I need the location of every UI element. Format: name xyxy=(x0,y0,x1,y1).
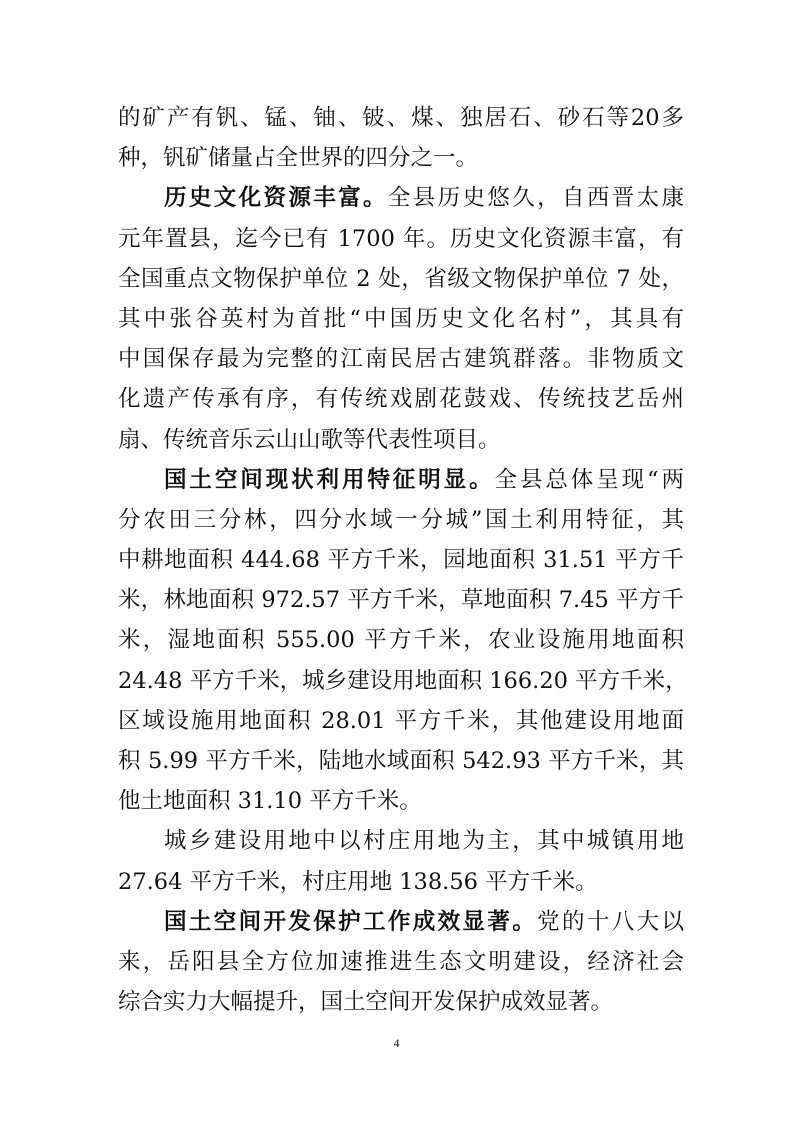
text-line xyxy=(118,701,684,741)
line-text: 全国重点文物保护单位 2 处，省级文物保护单位 7 处， xyxy=(118,265,684,292)
paragraph xyxy=(118,178,684,459)
line-text: 种，钒矿储量占全世界的四分之一。 xyxy=(118,145,479,172)
line-text: 化遗产传承有序，有传统戏剧花鼓戏、传统技艺岳州 xyxy=(118,386,684,413)
text-line xyxy=(118,902,684,942)
text-line xyxy=(118,259,684,299)
text-line xyxy=(118,580,684,620)
paragraph xyxy=(118,821,684,901)
line-text: 扇、传统音乐云山山歌等代表性项目。 xyxy=(118,426,501,453)
text-line xyxy=(118,420,684,460)
document-body xyxy=(118,98,688,1022)
line-text: 的矿产有钒、锰、铀、铍、煤、独居石、砂石等20多 xyxy=(118,105,684,131)
text-line xyxy=(118,982,684,1022)
line-text: 来，岳阳县全方位加速推进生态文明建设，经济社会 xyxy=(118,948,684,975)
paragraph-heading: 国土空间现状利用特征明显。 xyxy=(164,466,495,493)
text-line xyxy=(118,862,684,902)
text-line xyxy=(118,379,684,419)
line-text: 党的十八大以 xyxy=(537,908,684,935)
text-line xyxy=(118,98,684,138)
line-text: 区域设施用地面积 28.01 平方千米，其他建设用地面 xyxy=(118,707,684,734)
line-text: 综合实力大幅提升，国土空间开发保护成效显著。 xyxy=(118,989,614,1016)
page-number: 4 xyxy=(393,1036,400,1050)
line-text: 全县历史悠久，自西晋太康 xyxy=(387,185,684,212)
line-text: 元年置县，迄今已有 1700 年。历史文化资源丰富，有 xyxy=(118,225,684,252)
paragraph xyxy=(118,460,688,822)
paragraph xyxy=(118,902,684,1023)
line-text: 中国保存最为完整的江南民居古建筑群落。非物质文 xyxy=(118,346,684,373)
paragraph xyxy=(118,98,684,178)
text-line xyxy=(118,661,688,701)
text-line xyxy=(118,540,684,580)
text-line xyxy=(118,942,684,982)
line-text: 米，湿地面积 555.00 平方千米，农业设施用地面积 xyxy=(118,627,684,654)
line-text: 27.64 平方千米，村庄用地 138.56 平方千米。 xyxy=(118,868,598,895)
text-line xyxy=(118,138,684,178)
text-line xyxy=(118,178,684,218)
text-line xyxy=(118,781,684,821)
paragraph-heading: 历史文化资源丰富。 xyxy=(164,185,388,212)
text-line xyxy=(118,460,684,500)
text-line xyxy=(118,299,684,339)
line-text: 其中张谷英村为首批“中国历史文化名村”，其具有 xyxy=(118,305,684,332)
text-line xyxy=(118,741,684,781)
paragraph-heading: 国土空间开发保护工作成效显著。 xyxy=(164,908,538,935)
text-line xyxy=(118,339,684,379)
line-text: 中耕地面积 444.68 平方千米，园地面积 31.51 平方千 xyxy=(118,547,684,574)
text-line xyxy=(118,620,684,660)
text-line xyxy=(118,821,684,861)
line-text: 全县总体呈现“两 xyxy=(494,466,684,493)
line-text: 他土地面积 31.10 平方千米。 xyxy=(118,788,422,815)
text-line xyxy=(118,500,684,540)
line-text: 米，林地面积 972.57 平方千米，草地面积 7.45 平方千 xyxy=(118,587,684,614)
text-line xyxy=(118,219,684,259)
line-text: 积 5.99 平方千米，陆地水域面积 542.93 平方千米，其 xyxy=(118,748,684,774)
line-text: 24.48 平方千米，城乡建设用地面积 166.20 平方千米， xyxy=(118,667,688,694)
line-text: 城乡建设用地中以村庄用地为主，其中城镇用地 xyxy=(164,828,684,855)
line-text: 分农田三分林，四分水域一分城”国土利用特征，其 xyxy=(118,506,684,533)
